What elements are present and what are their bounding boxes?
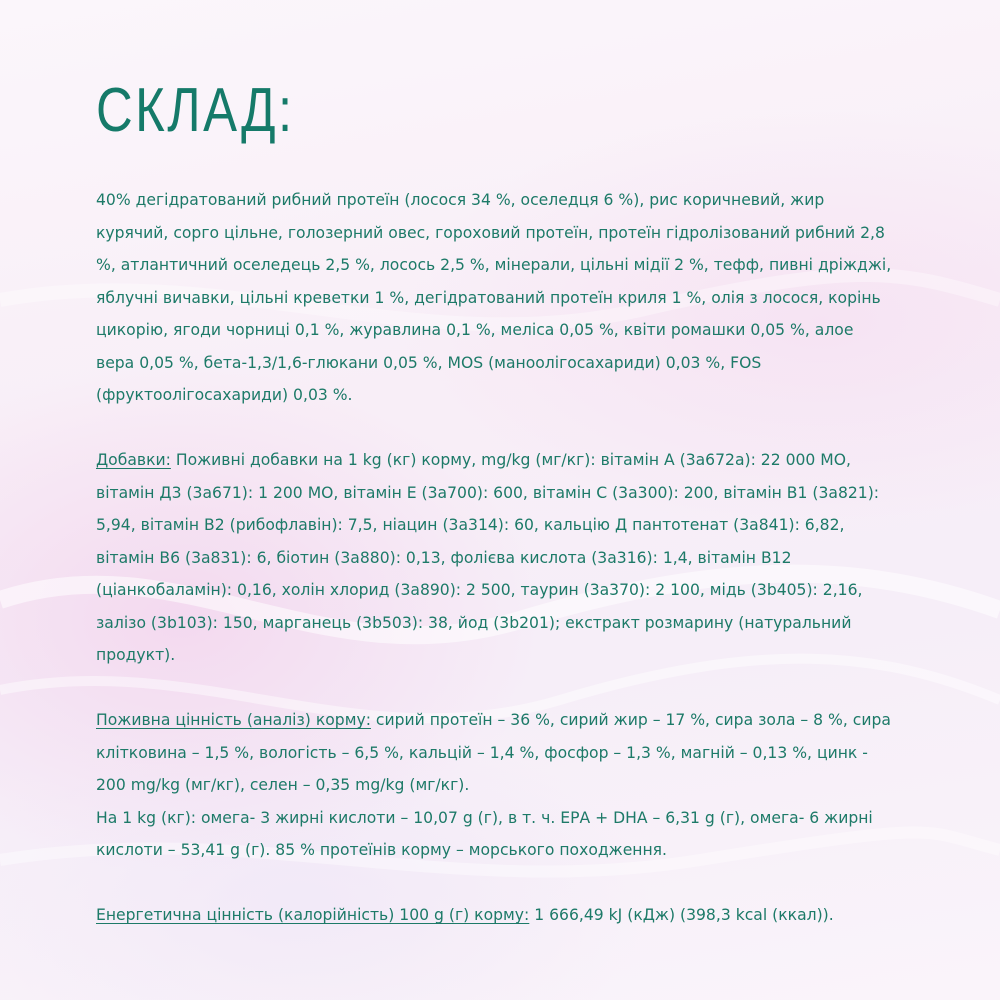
energy-heading: Енергетична цінність (калорійність) 100 g (г) корму: — [96, 906, 530, 924]
nutrition-extra: На 1 kg (кг): омега- 3 жирні кислоти – 10,07 g (г), в т. ч. ЕРА + DHA – 6,31 g (г), омега- 6 жирні кислоти – 53,41 g (г). 85 % протеїнів корму – морського походження. — [96, 808, 873, 859]
composition-text: 40% дегідратований рибний протеїн (лосося 34 %, оселедця 6 %), рис коричневий, жир курячий, сорго цільне, голозерний овес, гороховий протеїн, протеїн гідролізований рибний 2,8 %, атлантичний оселедець 2,5 %, лосось 2,5 %, мінерали, цільні мідії 2 %, тефф, пивні дріжджі, яблучні вичавки, цільні креветки 1 %, дегідратований протеїн криля 1 %, олія з лосося, корінь цикорію, ягоди чорниці 0,1 %, журавлина 0,1 %, меліса 0,05 %, квіти ромашки 0,05 %, алое вера 0,05 %, бета-1,3/1,6-глюкани 0,05 %, MOS (маноолігосахариди) 0,03 %, FOS (фруктоолігосахариди) 0,03 %. — [96, 191, 892, 404]
nutrition-heading: Поживна цінність (аналіз) корму: — [96, 711, 371, 729]
nutrition-paragraph — [96, 704, 896, 867]
composition-paragraph — [96, 184, 896, 412]
additives-heading: Добавки: — [96, 451, 171, 469]
nutrition-text: сирий протеїн – 36 %, сирий жир – 17 %, сира зола – 8 %, сира клітковина – 1,5 %, вологість – 6,5 %, кальцій – 1,4 %, фосфор – 1,3 %, магній – 0,13 %, цинк - 200 mg/kg (мг/кг), селен – 0,35 mg/kg (мг/кг). — [96, 711, 891, 794]
additives-text: Поживні добавки на 1 kg (кг) корму, mg/kg (мг/кг): вітамін А (3a672a): 22 000 МО, вітамін Д3 (3a671): 1 200 МО, вітамін Е (3a700): 600, вітамін С (3a300): 200, вітамін В1 (3a821): 5,94, вітамін В2 (рибофлавін): 7,5, ніацин (3a314): 60, кальцію Д пантотенат (3a841): 6,82, вітамін В6 (3a831): 6, біотин (3a880): 0,13, фолієва кислота (3a316): 1,4, вітамін В12 (ціанкобаламін): 0,16, холін хлорид (3a890): 2 500, таурин (3a370): 2 100, мідь (3b405): 2,16, залізо (3b103): 150, марганець (3b503): 38, йод (3b201); екстракт розмарину (натуральний продукт). — [96, 451, 880, 664]
energy-paragraph — [96, 899, 896, 932]
content — [96, 184, 896, 932]
additives-paragraph — [96, 444, 896, 672]
energy-text: 1 666,49 kJ (кДж) (398,3 kcal (ккал)). — [529, 906, 834, 924]
page-title: СКЛАД: — [96, 76, 295, 145]
